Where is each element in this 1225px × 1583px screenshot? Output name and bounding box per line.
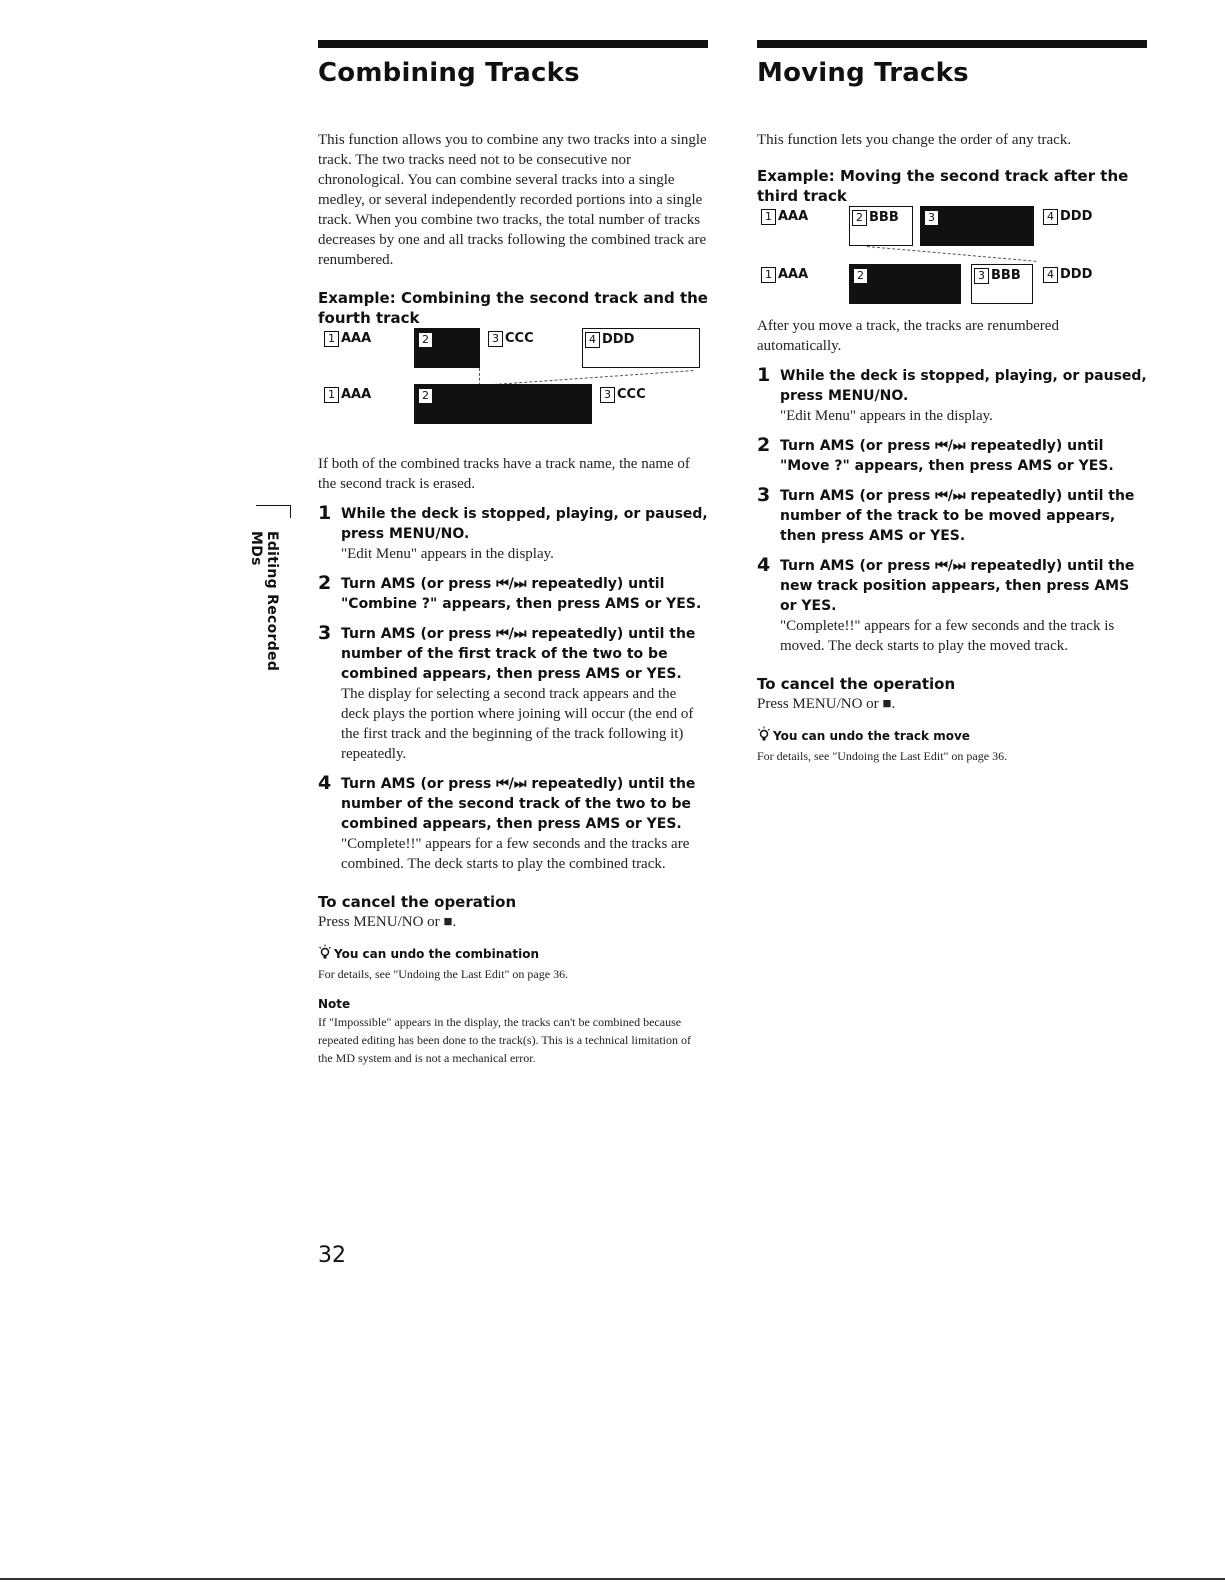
track-1-label: 1 AAA [761,208,808,226]
side-tab [248,505,290,720]
steps-list [757,366,1147,656]
track-3-label-after: 3 CCC [600,386,646,404]
step-item: 4 Turn AMS (or press ⏮/⏭ repeatedly) until the number of the second track of the two to be combined appears, then press AMS or YES. "Complete!!" appears for a few seconds and the tracks are combined. The deck starts to play the combined track. [318,772,696,872]
track-1-label-after: 1 AAA [761,266,808,284]
track-2-block-after: 2 [849,264,961,304]
note-title: Note [318,997,351,1011]
cancel-title: To cancel the operation [318,893,517,911]
section-rule [757,40,1147,48]
tip-title: You can undo the combination [318,944,708,965]
note-text: If "Impossible" appears in the display, the tracks can't be combined because repeated editing has been done to the track(s). This is a technical limitation of the MD system and is not a mechanical error. [318,1015,691,1065]
section-title: Moving Tracks [757,58,969,88]
tip-text: For details, see "Undoing the Last Edit" on page 36. [318,967,569,981]
track-1-label: 1 AAA [324,330,371,348]
after-text: After you move a track, the tracks are renumbered automatically. [757,318,1059,354]
section-title: Combining Tracks [318,58,580,88]
section-rule [318,40,708,48]
moving-tracks-section [757,40,1147,765]
track-3-label: 3 CCC [488,330,534,348]
step-item: 3 Turn AMS (or press ⏮/⏭ repeatedly) until the number of the first track of the two to be combined appears, then press AMS or YES. The display for selecting a second track appears and the deck plays the portion where joining will occur (the end of the first track and the beginning of the track following it) repeatedly. [318,622,696,762]
tip-title: You can undo the track move [757,726,1147,747]
combining-tracks-section [318,40,708,1067]
track-3-block: 3 [920,206,1034,246]
page-number: 32 [318,1243,346,1268]
track-3-box-after: 3 BBB [971,264,1033,304]
track-2-box: 2 BBB [849,206,913,246]
after-text: If both of the combined tracks have a track name, the name of the second track is erased. [318,456,690,492]
connector-line [494,370,694,385]
step-item: 4 Turn AMS (or press ⏮/⏭ repeatedly) until the new track position appears, then press AMS or YES. "Complete!!" appears for a few seconds and the track is moved. The deck starts to play the moved track. [757,554,1135,654]
intro-text: This function lets you change the order of any track. [757,132,1072,148]
lightbulb-icon [318,944,334,965]
cancel-text: Press MENU/NO or ■. [757,696,896,712]
cancel-text: Press MENU/NO or ■. [318,914,457,930]
step-item: 1 While the deck is stopped, playing, or paused, press MENU/NO. "Edit Menu" appears in the display. [757,364,1147,424]
track-2-block: 2 [414,328,480,368]
move-diagram [757,206,1147,306]
example-title: Example: Moving the second track after the third track [757,167,1129,205]
lightbulb-icon [757,726,773,747]
track-4-label: 4 DDD [1043,208,1092,226]
step-item: 3 Turn AMS (or press ⏮/⏭ repeatedly) until the number of the track to be moved appears, then press AMS or YES. [757,484,1135,544]
step-item: 1 While the deck is stopped, playing, or paused, press MENU/NO. "Edit Menu" appears in the display. [318,502,708,562]
example-title: Example: Combining the second track and the fourth track [318,289,708,327]
steps-list [318,504,708,874]
cancel-title: To cancel the operation [757,675,956,693]
connector-line [867,246,1036,262]
step-item: 2 Turn AMS (or press ⏮/⏭ repeatedly) until "Move ?" appears, then press AMS or YES. [757,434,1114,474]
track-4-box: 4 DDD [582,328,700,368]
combine-diagram [318,328,708,440]
side-tab-label: Editing Recorded MDs [248,531,280,672]
track-1-label-after: 1 AAA [324,386,371,404]
intro-text: This function allows you to combine any two tracks into a single track. The two tracks need not to be consecutive nor chronological. You can combine several tracks into a single medley, or several independently recorded portions into a single track. When you combine two tracks, the total number of tracks decreases by one and all tracks following the combined track are renumbered. [318,132,707,268]
bottom-rule [0,1578,1225,1580]
combined-track-block: 2 [414,384,592,424]
tip-text: For details, see "Undoing the Last Edit" on page 36. [757,749,1008,763]
step-item: 2 Turn AMS (or press ⏮/⏭ repeatedly) until "Combine ?" appears, then press AMS or YES. [318,572,702,612]
side-tab-bracket [256,505,291,518]
track-4-label-after: 4 DDD [1043,266,1092,284]
